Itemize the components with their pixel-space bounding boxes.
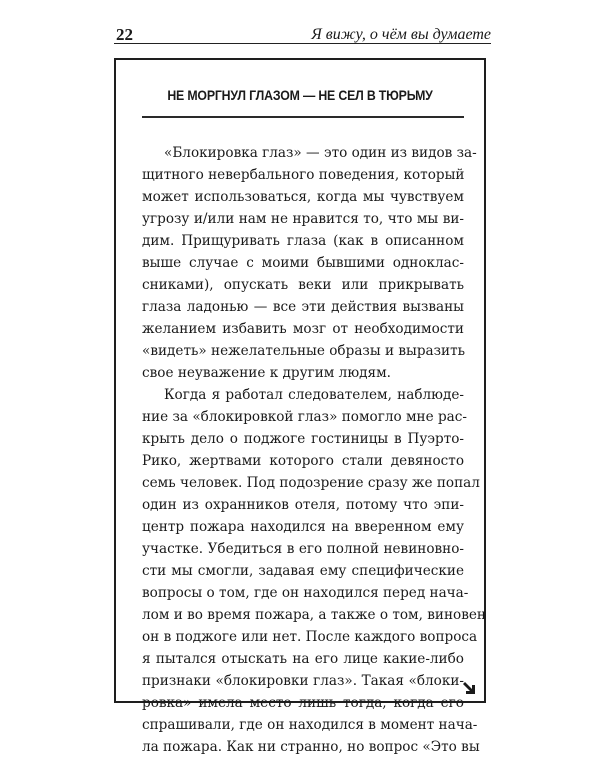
sidebar-heading: НЕ МОРГНУЛ ГЛАЗОМ — НЕ СЕЛ В ТЮРЬМУ [167, 87, 433, 103]
text-line: сти мы смогли, задавая ему специфические [142, 563, 464, 579]
text-line: участке. Убедиться в его полной невиновно- [142, 541, 464, 557]
sidebar-body [142, 142, 486, 758]
text-line: ла пожара. Как ни странно, но вопрос «Это вы [142, 739, 480, 755]
text-line: крыть дело о поджоге гостиницы в Пуэрто- [142, 431, 464, 447]
text-line: может использоваться, когда мы чувствуем [142, 189, 464, 205]
text-line: вопросы о том, где он находился перед нача- [142, 585, 469, 601]
text-line: выше случае с моими бывшими одноклас- [142, 255, 464, 271]
text-line: свое неуважение к другим людям. [142, 365, 391, 381]
text-line: глаза ладонью — все эти действия вызваны [142, 299, 464, 315]
text-line: центр пожара находился на вверенном ему [142, 519, 464, 535]
text-line: спрашивали, где он находился в момент нача- [142, 717, 478, 733]
text-line: желанием избавить мозг от необходимости [142, 321, 464, 337]
text-line: ровка» имела место лишь тогда, когда его [142, 695, 464, 711]
text-line: лом и во время пожара, а также о том, виновен [142, 607, 486, 623]
text-line: дим. Прищуривать глаза (как в описанном [142, 233, 464, 249]
text-line: один из охранников отеля, потому что эпи- [142, 497, 464, 513]
text-line: признаки «блокировки глаз». Такая «блоки- [142, 673, 464, 689]
arrow-down-right-icon [462, 681, 476, 695]
text-line: Когда я работал следователем, наблюде- [164, 387, 464, 403]
text-line: «Блокировка глаз» — это один из видов за- [164, 145, 477, 161]
text-line: щитного невербального поведения, который [142, 167, 465, 183]
text-line: сниками), опускать веки или прикрывать [142, 277, 464, 293]
text-line: он в поджоге или нет. После каждого вопроса [142, 629, 478, 645]
text-line: «видеть» нежелательные образы и выразить [142, 343, 466, 359]
text-line: семь человек. Под подозрение сразу же попал [142, 475, 480, 491]
text-line: угрозу и/или нам не нравится то, что мы ви- [142, 211, 464, 227]
text-line: я пытался отыскать на его лице какие-либо [142, 651, 464, 667]
sidebar-box [114, 58, 486, 755]
page-number: 22 [116, 25, 133, 44]
text-line: ние за «блокировкой глаз» помогло мне рас- [142, 409, 467, 425]
heading-divider [142, 116, 464, 118]
running-head [114, 26, 491, 44]
book-title: Я вижу, о чём вы думаете [311, 26, 491, 43]
text-line: Рико, жертвами которого стали девяносто [142, 453, 464, 469]
